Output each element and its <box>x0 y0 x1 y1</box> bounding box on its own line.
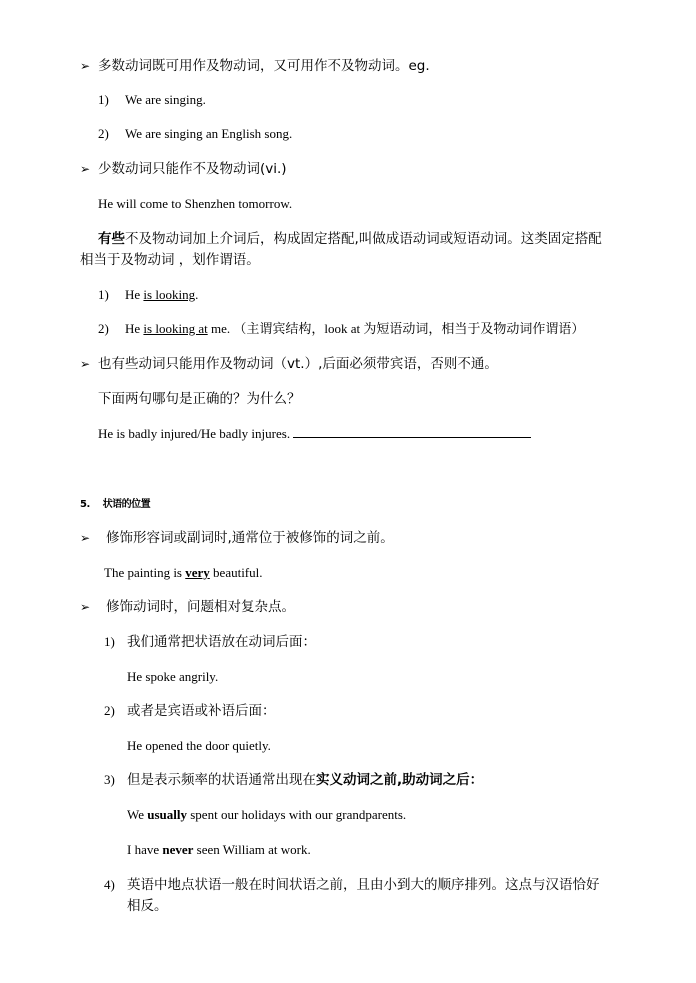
list-number: 4) <box>104 877 115 892</box>
example-sentence: We are singing an English song. <box>125 126 293 141</box>
bullet-text: 也有些动词只能用作及物动词（vt.）,后面必须带宾语，否则不通。 <box>98 356 498 372</box>
list-item-text: 相反。 <box>127 898 168 914</box>
bullet-arrow-icon: ➢ <box>80 531 91 545</box>
emphasis-text: 有些 <box>98 231 125 247</box>
question-text: 下面两句哪句是正确的？为什么？ <box>98 391 301 407</box>
list-number: 1) <box>104 634 115 649</box>
example-sentence: He opened the door quietly. <box>127 738 271 753</box>
example-sentence: The painting is very beautiful. <box>104 565 263 580</box>
example-sentence: We usually spent our holidays with our grandparents. <box>127 807 407 822</box>
list-item-text: 我们通常把状语放在动词后面： <box>127 634 316 650</box>
example-sentence: He is looking at me. （主谓宾结构，look at 为短语动词，相当于及物动词作谓语） <box>125 321 585 336</box>
emphasis-text: 实义动词之前,助动词之后： <box>316 772 484 788</box>
list-number: 2) <box>104 703 115 718</box>
list-number: 1) <box>98 287 109 302</box>
list-item-text: 英语中地点状语一般在时间状语之前，且由小到大的顺序排列。这点与汉语恰好 <box>127 877 600 893</box>
bullet-arrow-icon: ➢ <box>80 162 91 176</box>
question-sentence: He is badly injured/He badly injures. <box>98 424 531 444</box>
bullet-text: 修饰形容词或副词时,通常位于被修饰的词之前。 <box>106 530 394 546</box>
list-number: 3) <box>104 772 115 787</box>
underlined-predicate: is looking at <box>143 321 208 336</box>
bullet-text: 修饰动词时，问题相对复杂点。 <box>106 599 295 615</box>
example-sentence: I have never seen William at work. <box>127 842 311 857</box>
bullet-arrow-icon: ➢ <box>80 600 91 614</box>
list-item-text: 但是表示频率的状语通常出现在实义动词之前,助动词之后： <box>127 772 484 788</box>
bullet-text: 少数动词只能作不及物动词(vi.) <box>98 161 287 177</box>
example-sentence: He spoke angrily. <box>127 669 219 684</box>
paragraph-line: 相当于及物动词 ，划作谓语。 <box>80 252 260 268</box>
bullet-arrow-icon: ➢ <box>80 59 91 73</box>
example-sentence: We are singing. <box>125 92 206 107</box>
answer-blank[interactable] <box>293 424 531 438</box>
emphasis-text: very <box>185 565 210 580</box>
list-item-text: 或者是宾语或补语后面： <box>127 703 276 719</box>
example-sentence: He is looking. <box>125 287 199 302</box>
example-sentence: He will come to Shenzhen tomorrow. <box>98 196 293 211</box>
list-number: 1) <box>98 92 109 107</box>
underlined-predicate: is looking <box>143 287 196 302</box>
list-number: 2) <box>98 321 109 336</box>
section-heading: 5. 状语的位置 <box>80 499 151 510</box>
list-number: 2) <box>98 126 109 141</box>
bullet-text: 多数动词既可用作及物动词，又可用作不及物动词。eg. <box>98 58 430 74</box>
bullet-arrow-icon: ➢ <box>80 357 91 371</box>
paragraph-line: 有些不及物动词加上介词后，构成固定搭配,叫做成语动词或短语动词。这类固定搭配 <box>98 231 602 247</box>
